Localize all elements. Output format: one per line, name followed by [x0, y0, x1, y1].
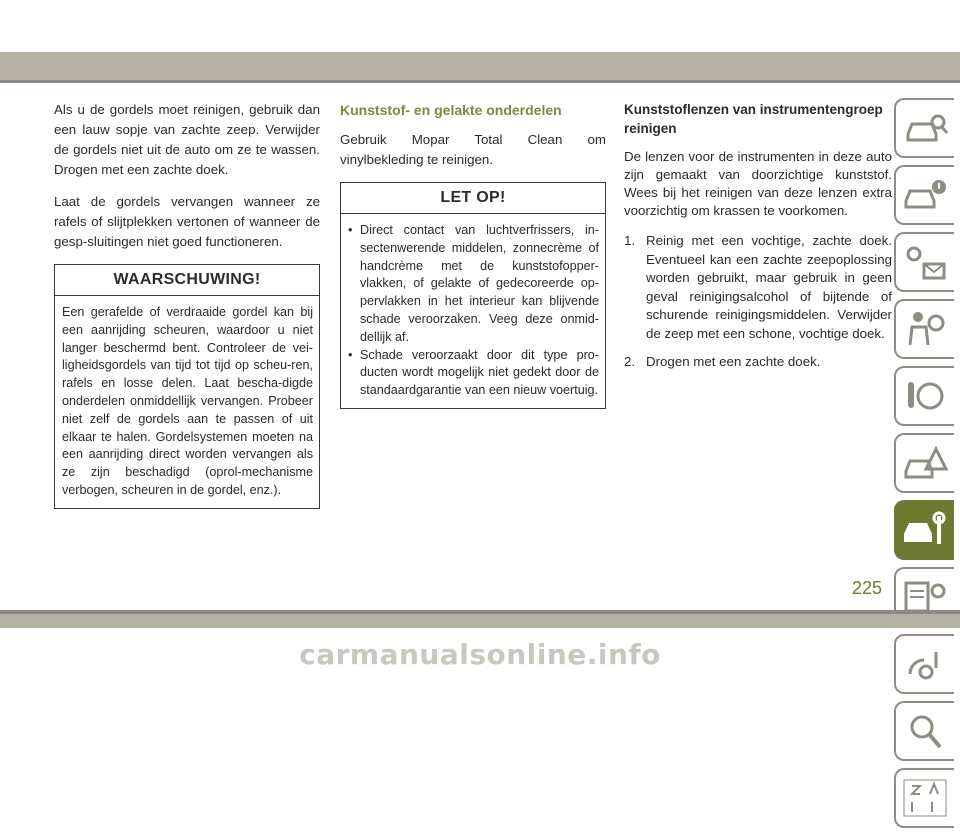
notice-title: LET OP!	[341, 183, 605, 214]
page-number: 225	[852, 578, 883, 598]
car-info-icon	[902, 175, 948, 215]
tab-index[interactable]	[894, 768, 954, 828]
step-text: Drogen met een zachte doek.	[646, 353, 821, 369]
column-right	[624, 100, 892, 380]
light-message-icon	[902, 242, 948, 282]
notice-list	[348, 222, 599, 400]
car-search-icon	[902, 108, 948, 148]
key-steering-icon	[902, 376, 948, 416]
step-number: 1.	[624, 233, 636, 248]
notice-box	[340, 182, 606, 409]
index-letters-icon	[902, 778, 948, 818]
warning-box	[54, 264, 320, 509]
lens-intro-paragraph: De lenzen voor de instrumenten in deze auto zijn gemaakt van doorzichtige kunststof. Wees bij het reinigen van deze lenzen extra voorzichtig om krassen te voorkomen.	[624, 149, 892, 218]
tab-customer-assistance[interactable]	[894, 701, 954, 761]
vinyl-cleaning-paragraph: Gebruik Mopar Total Clean om vinylbekleding te reinigen.	[340, 132, 606, 167]
belt-cleaning-paragraph: Als u de gordels moet reinigen, gebruik dan een lauw sopje van zachte zeep. Verwijder de gordels niet uit de auto om ze te wassen. Drogen met een zachte doek.	[54, 102, 320, 177]
belt-replace-paragraph: Laat de gordels vervangen wanneer ze rafels of slijtplekken vertonen of wanneer de gesp-sluitingen niet goed functioneren.	[54, 194, 320, 249]
cleaning-steps	[624, 232, 892, 371]
chapter-tabs	[894, 98, 960, 835]
tab-emergency[interactable]	[894, 433, 954, 493]
seatbelt-airbag-icon	[902, 309, 948, 349]
warning-title: WAARSCHUWING!	[55, 265, 319, 296]
step-item	[624, 353, 892, 372]
footer-band	[0, 614, 960, 628]
header-band	[0, 52, 960, 80]
header-rule	[0, 80, 960, 83]
top-margin	[0, 0, 960, 52]
column-middle	[340, 100, 606, 409]
section-title: Kunststof- en gelakte onderdelen	[340, 102, 562, 118]
lens-cleaning-title: Kunststoflenzen van instrumentengroep reinigen	[624, 102, 883, 136]
column-left	[54, 100, 320, 509]
search-icon	[902, 711, 948, 751]
warning-text: Een gerafelde of verdraaide gordel kan bij een aanrijding scheuren, waardoor u niet langer beschermd bent. Controleer de vei-ligheidsgordels van tijd tot tijd op scheu-ren, rafels en losse delen. Laat bescha-digde onderdelen onmiddellijk vervangen. Probeer niet zelf de gordels aan te passen of uit elkaar te halen. Gordelsystemen moeten na een aanrijding direct worden vervangen als ze zijn beschadigd (oprol-mechanisme verbogen, scheuren in de gordel, enz.).	[62, 305, 313, 497]
notice-body	[341, 214, 605, 408]
car-wrench-icon	[902, 510, 948, 550]
tab-safety[interactable]	[894, 299, 954, 359]
step-number: 2.	[624, 353, 636, 369]
tab-lights-messages[interactable]	[894, 232, 954, 292]
step-text: Reinig met een vochtige, zachte doek. Eventueel kan een zachte zeepoplossing worden gebruikt, maar gebruik in geen geval reinigingsalcohol of bijtende of schurende reinigingsmiddelen. Verwijder de zeep met een schone, vochtige doek.	[646, 233, 892, 341]
tab-car-info[interactable]	[894, 165, 954, 225]
tab-starting-driving[interactable]	[894, 366, 954, 426]
tab-servicing-maintenance[interactable]	[894, 500, 954, 560]
notice-item: • Direct contact van luchtverfrissers, in-sectenwerende middelen, zonnecrème of handcrème met de kunststofopper-vlakken, of gelakte of gedecoreerde op-pervlakken in het interieur kan blijvende schade veroorzaken. Veeg deze onmid-dellijk af.	[348, 222, 599, 347]
tab-car-search[interactable]	[894, 98, 954, 158]
notice-item: • Schade veroorzaakt door dit type pro-ducten wordt mogelijk niet gedekt door de standaardgarantie van een nieuw voertuig.	[348, 347, 599, 400]
car-warning-icon	[902, 443, 948, 483]
step-item	[624, 232, 892, 344]
watermark: carmanualsonline.info	[299, 638, 661, 671]
